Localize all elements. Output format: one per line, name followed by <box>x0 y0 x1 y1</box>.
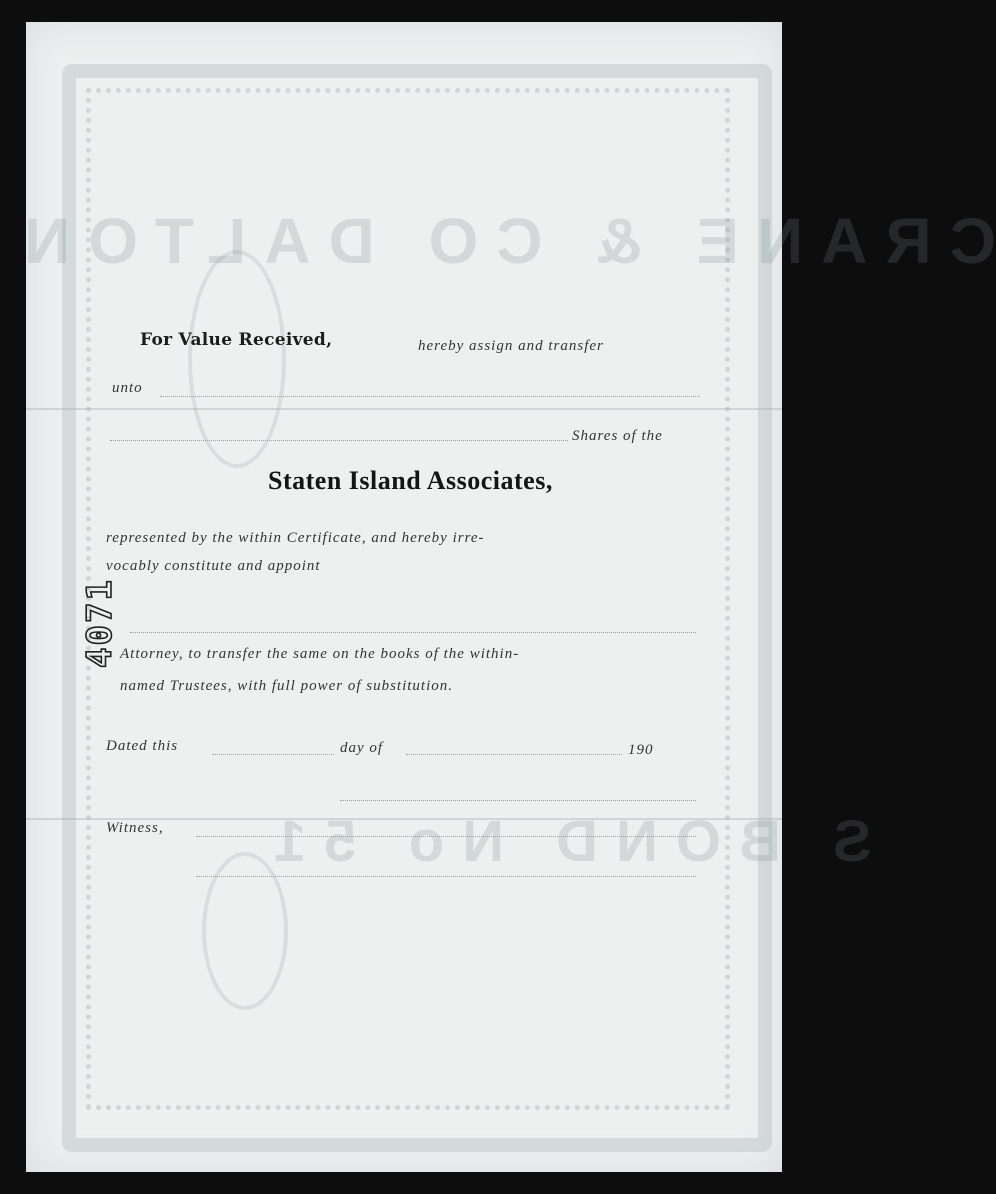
day-of-label: day of <box>340 740 384 756</box>
attorney-name-line <box>130 632 696 633</box>
shares-line <box>110 440 568 441</box>
represented-text-line2: vocably constitute and appoint <box>106 558 321 574</box>
shares-of-the-text: Shares of the <box>572 428 663 444</box>
unto-line <box>160 396 700 397</box>
unto-label: unto <box>112 380 143 396</box>
attorney-text-line2: named Trustees, with full power of substitution. <box>120 678 454 694</box>
assign-transfer-text: hereby assign and transfer <box>418 338 604 354</box>
company-name: Staten Island Associates, <box>268 466 553 495</box>
bleed-through-watermark-bottom: S BOND No 51 <box>256 809 872 874</box>
date-day-line <box>212 754 334 755</box>
witness-line-2 <box>196 876 696 877</box>
signature-line <box>340 800 696 801</box>
heading-value-received: For Value Received, <box>140 330 333 350</box>
certificate-back <box>6 22 996 1172</box>
witness-label: Witness, <box>106 820 164 836</box>
dated-this-label: Dated this <box>106 738 179 754</box>
represented-text-line1: represented by the within Certificate, and hereby irre- <box>106 530 485 546</box>
fold-line <box>26 408 782 410</box>
perforated-cancellation-number: 4071 <box>80 578 121 668</box>
date-month-line <box>406 754 622 755</box>
year-prefix: 190 <box>628 742 654 758</box>
bleed-through-vignette <box>188 250 286 468</box>
witness-line-1 <box>196 836 696 837</box>
bleed-through-watermark-top: CRANE & CO DALTON <box>6 205 996 277</box>
attorney-text-line1: Attorney, to transfer the same on the books of the within- <box>120 646 520 662</box>
